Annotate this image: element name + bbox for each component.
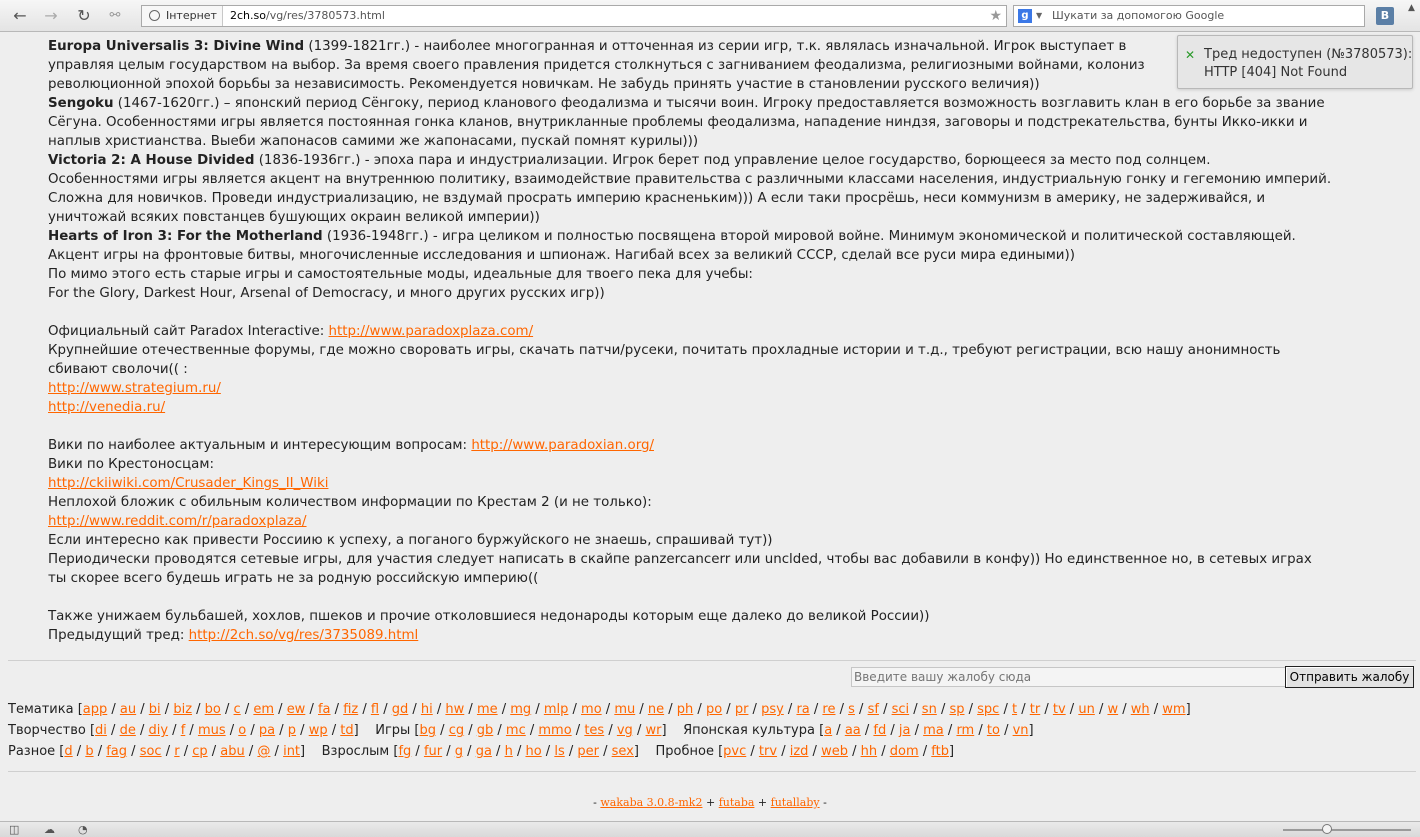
post-line: уничтожай всяких повстанцев бушующих окраин великой империи)) bbox=[48, 210, 540, 225]
board-group: Японская культура [a / aa / fd / ja / ma / rm / to / vn] bbox=[683, 723, 1034, 738]
board-link-s[interactable]: s bbox=[848, 702, 855, 717]
board-group-label: Игры bbox=[375, 723, 411, 738]
paradoxplaza-link[interactable]: http://www.paradoxplaza.com/ bbox=[328, 324, 534, 339]
board-link-vn[interactable]: vn bbox=[1012, 723, 1029, 738]
post-line: Сёгуна. Особенностями игры является постоянная гонка кланов, внутрикланные проблемы феодализма, нападение ниндзя, заговоры и подстрекательства, бунты Икко-икки и bbox=[48, 115, 1308, 130]
board-link-aa[interactable]: aa bbox=[844, 723, 861, 738]
post-body bbox=[48, 37, 1378, 645]
post-line: Также унижаем бульбашей, хохлов, пшеков и прочие отколовшиеся недонароды которым еще далеко до великой России)) bbox=[48, 609, 930, 624]
board-link-gd[interactable]: gd bbox=[391, 702, 409, 717]
board-link-soc[interactable]: soc bbox=[139, 744, 162, 759]
board-link-wm[interactable]: wm bbox=[1162, 702, 1186, 717]
blank-line bbox=[48, 303, 1378, 322]
board-link-pr[interactable]: pr bbox=[734, 702, 749, 717]
notification-text bbox=[1204, 46, 1412, 82]
board-link-bo[interactable]: bo bbox=[204, 702, 221, 717]
board-link-psy[interactable]: psy bbox=[761, 702, 784, 717]
chevron-down-icon[interactable]: ▼ bbox=[1036, 11, 1043, 20]
board-link-gb[interactable]: gb bbox=[476, 723, 494, 738]
post-line: Сложна для новичков. Проведи индустриализацию, не вздумай просрать империю красненьким))) А если таки просрёшь, неси коммунизм в америку, не задерживайся, и bbox=[48, 191, 1266, 206]
notification-line: HTTP [404] Not Found bbox=[1204, 65, 1348, 80]
footer-credits: - wakaba 3.0.8-mk2 + futaba + futallaby - bbox=[593, 796, 827, 809]
board-link-de[interactable]: de bbox=[119, 723, 136, 738]
board-link-f[interactable]: f bbox=[180, 723, 186, 738]
google-icon[interactable]: g bbox=[1018, 9, 1032, 23]
board-link-mus[interactable]: mus bbox=[197, 723, 226, 738]
board-link-fa[interactable]: fa bbox=[317, 702, 331, 717]
post-text: Официальный сайт Paradox Interactive: bbox=[48, 324, 329, 339]
scroll-up-icon[interactable]: ▲ bbox=[1408, 3, 1415, 13]
board-link-fur[interactable]: fur bbox=[423, 744, 443, 759]
post-line: революционной эпохой борьбы за независимость. Рекомендуется новичкам. Не забудь принять участие в становлении русского величия)) bbox=[48, 77, 1040, 92]
board-link-me[interactable]: me bbox=[476, 702, 498, 717]
board-link-to[interactable]: to bbox=[986, 723, 1000, 738]
board-link-un[interactable]: un bbox=[1078, 702, 1095, 717]
board-link-re[interactable]: re bbox=[822, 702, 836, 717]
post-line bbox=[48, 398, 1378, 417]
post-line bbox=[48, 436, 1378, 455]
board-link-fg[interactable]: fg bbox=[398, 744, 412, 759]
board-link-b[interactable]: b bbox=[85, 744, 94, 759]
board-link-sci[interactable]: sci bbox=[891, 702, 910, 717]
board-link-w[interactable]: w bbox=[1107, 702, 1119, 717]
reddit-link[interactable]: http://www.reddit.com/r/paradoxplaza/ bbox=[48, 514, 307, 529]
search-bar[interactable] bbox=[1013, 5, 1365, 27]
post-line bbox=[48, 151, 1378, 170]
board-group-label: Разное bbox=[8, 744, 56, 759]
board-link-ra[interactable]: ra bbox=[796, 702, 810, 717]
ckiiwiki-link[interactable]: http://ckiiwiki.com/Crusader_Kings_II_Wiki bbox=[48, 476, 329, 491]
board-link-sf[interactable]: sf bbox=[867, 702, 879, 717]
gauge-icon[interactable]: ◔ bbox=[78, 823, 88, 836]
board-link-o[interactable]: o bbox=[238, 723, 247, 738]
post-line bbox=[48, 474, 1378, 493]
board-link-bg[interactable]: bg bbox=[419, 723, 437, 738]
board-link-abu[interactable]: abu bbox=[220, 744, 245, 759]
zoom-slider[interactable] bbox=[1283, 829, 1411, 831]
board-link-fag[interactable]: fag bbox=[106, 744, 128, 759]
board-link-ph[interactable]: ph bbox=[676, 702, 694, 717]
board-link-trv[interactable]: trv bbox=[758, 744, 778, 759]
board-link-hw[interactable]: hw bbox=[445, 702, 465, 717]
post-line: For the Glory, Darkest Hour, Arsenal of Democracy, и много других русских игр)) bbox=[48, 286, 605, 301]
divider bbox=[8, 771, 1416, 772]
post-text: (1399-1821гг.) - наиболее многогранная и отточенная из серии игр, т.к. являлась изначальной. Игрок выступает в bbox=[304, 39, 1127, 54]
strategium-link[interactable]: http://www.strategium.ru/ bbox=[48, 381, 221, 396]
bookmark-star-icon[interactable]: ★ bbox=[989, 8, 1002, 24]
notification-line: Тред недоступен (№3780573): bbox=[1204, 47, 1413, 62]
board-link-int[interactable]: int bbox=[283, 744, 301, 759]
complaint-input[interactable] bbox=[851, 667, 1287, 687]
post-line: Вики по Крестоносцам: bbox=[48, 457, 214, 472]
board-link-fd[interactable]: fd bbox=[873, 723, 887, 738]
post-text: (1936-1948гг.) - игра целиком и полностью посвящена второй мировой войне. Минимум экономической и политической составляющей. bbox=[322, 229, 1296, 244]
board-link-ls[interactable]: ls bbox=[554, 744, 565, 759]
board-group-label: Взрослым bbox=[321, 744, 390, 759]
board-link-po[interactable]: po bbox=[705, 702, 723, 717]
zoom-slider-handle[interactable] bbox=[1322, 824, 1332, 834]
post-line: По мимо этого есть старые игры и самостоятельные моды, идеальные для твоего пека для учебы: bbox=[48, 267, 753, 282]
vk-icon[interactable]: В bbox=[1376, 7, 1394, 25]
board-link-sp[interactable]: sp bbox=[949, 702, 965, 717]
board-group: Пробное [pvc / trv / izd / web / hh / dom / ftb] bbox=[655, 744, 955, 759]
url-path: /vg/res/3780573.html bbox=[265, 9, 385, 22]
post-line bbox=[48, 94, 1378, 113]
board-link-pvc[interactable]: pvc bbox=[723, 744, 747, 759]
close-icon[interactable]: ✕ bbox=[1185, 48, 1196, 62]
board-group-label: Пробное bbox=[655, 744, 714, 759]
board-link-hi[interactable]: hi bbox=[420, 702, 433, 717]
board-link-g[interactable]: g bbox=[454, 744, 464, 759]
board-link-mo[interactable]: mo bbox=[581, 702, 602, 717]
board-link-bi[interactable]: bi bbox=[148, 702, 161, 717]
post-line: Акцент игры на фронтовые битвы, многочисленные исследования и шпионаж. Нагибай всех за великий СССР, сделай все руси мира едиными)) bbox=[48, 248, 1075, 263]
board-link-per[interactable]: per bbox=[577, 744, 599, 759]
board-link-rm[interactable]: rm bbox=[956, 723, 975, 738]
key-icon[interactable]: ⚯ bbox=[109, 8, 121, 23]
board-link-izd[interactable]: izd bbox=[789, 744, 809, 759]
board-nav-line bbox=[8, 701, 1191, 719]
address-bar[interactable] bbox=[141, 5, 1007, 27]
post-line: сбивают сволочи(( : bbox=[48, 362, 188, 377]
post-text: (1836-1936гг.) - эпоха пара и индустриализации. Игрок берет под управление целое государство, борющееся за место под солнцем. bbox=[254, 153, 1211, 168]
forward-icon[interactable]: → bbox=[44, 6, 58, 25]
board-link-em[interactable]: em bbox=[253, 702, 275, 717]
board-link-spc[interactable]: spc bbox=[977, 702, 1000, 717]
back-icon[interactable]: ← bbox=[13, 6, 27, 25]
status-bar bbox=[0, 821, 1420, 837]
board-link-ho[interactable]: ho bbox=[525, 744, 542, 759]
board-link-dom[interactable]: dom bbox=[889, 744, 919, 759]
url-host: 2ch.so bbox=[230, 9, 266, 22]
board-group: Взрослым [fg / fur / g / ga / h / ho / ls / per / sex] bbox=[321, 744, 639, 759]
board-link-fiz[interactable]: fiz bbox=[343, 702, 359, 717]
game-title: Victoria 2: A House Divided bbox=[48, 153, 255, 168]
futaba-link[interactable]: futaba bbox=[718, 796, 755, 809]
board-link-mu[interactable]: mu bbox=[614, 702, 636, 717]
board-group-label: Тематика bbox=[8, 702, 74, 717]
board-link-au[interactable]: au bbox=[119, 702, 137, 717]
post-line bbox=[48, 512, 1378, 531]
board-link-wp[interactable]: wp bbox=[308, 723, 328, 738]
board-link-sn[interactable]: sn bbox=[921, 702, 937, 717]
board-link-cp[interactable]: cp bbox=[192, 744, 208, 759]
game-title: Europa Universalis 3: Divine Wind bbox=[48, 39, 305, 54]
futallaby-link[interactable]: futallaby bbox=[770, 796, 820, 809]
post-line: Крупнейшие отечественные форумы, где можно своровать игры, скачать патчи/русеки, почитать прохладные истории и т.д., требуют регистрации, всю нашу анонимность bbox=[48, 343, 1281, 358]
board-link-pa[interactable]: pa bbox=[258, 723, 276, 738]
post-line: наплыв христианства. Выеби жапонасов самими же жапонасами, пускай помнят курилы))) bbox=[48, 134, 699, 149]
post-line: управляя целым государством на выбор. За время своего правления придется столкнуться с загниванием феодализма, религиозными войнами, колониз bbox=[48, 58, 1145, 73]
board-link-a[interactable]: a bbox=[824, 723, 833, 738]
board-group: Тематика [app / au / bi / biz / bo / c / em / ew / fa / fiz / fl / gd / hi / hw / me / mg / mlp / mo / mu / ne / ph / po / pr / psy / ra / re / s / sf / sci / sn / sp / spc / t / tr / tv / un / w / wh / wm] bbox=[8, 702, 1191, 717]
board-link-mlp[interactable]: mlp bbox=[543, 702, 569, 717]
previous-thread-link[interactable]: http://2ch.so/vg/res/3735089.html bbox=[188, 628, 419, 643]
post-line: Неплохой бложик с обильным количеством информации по Крестам 2 (и не только): bbox=[48, 495, 652, 510]
post-line: Если интересно как привести Россиию к успеху, а поганого буржуйского не знаешь, спрашивай тут)) bbox=[48, 533, 773, 548]
board-link-td[interactable]: td bbox=[340, 723, 354, 738]
board-link-cg[interactable]: cg bbox=[448, 723, 465, 738]
board-link-ja[interactable]: ja bbox=[898, 723, 911, 738]
post-line: Периодически проводятся сетевые игры, для участия следует написать в скайпе panzercancerr или uncldеd, чтобы вас добавили в конфу)) Но единственное но, в сетевых играх bbox=[48, 552, 1312, 567]
board-link-ftb[interactable]: ftb bbox=[931, 744, 949, 759]
board-nav-line bbox=[8, 743, 954, 761]
cloud-icon[interactable]: ☁ bbox=[44, 823, 55, 836]
post-line bbox=[48, 379, 1378, 398]
board-link-diy[interactable]: diy bbox=[148, 723, 169, 738]
board-link-mmo[interactable]: mmo bbox=[538, 723, 572, 738]
board-link-web[interactable]: web bbox=[821, 744, 848, 759]
blank-line bbox=[48, 588, 1378, 607]
board-link-hh[interactable]: hh bbox=[860, 744, 878, 759]
search-placeholder: Шукати за допомогою Google bbox=[1052, 9, 1225, 22]
send-complaint-button[interactable]: Отправить жалобу bbox=[1285, 666, 1414, 688]
board-link-tes[interactable]: tes bbox=[584, 723, 605, 738]
board-group: Творчество [di / de / diy / f / mus / o / pa / p / wp / td] bbox=[8, 723, 359, 738]
game-title: Sengoku bbox=[48, 96, 114, 111]
post-text: (1467-1620гг.) – японский период Сёнгоку, период кланового феодализма и тысячи воин. Игроку предоставляется возможность возглавить клан в его борьбе за звание bbox=[113, 96, 1325, 111]
board-link-tv[interactable]: tv bbox=[1052, 702, 1066, 717]
board-link-tr[interactable]: tr bbox=[1029, 702, 1041, 717]
reload-icon[interactable]: ↻ bbox=[77, 6, 91, 25]
board-link-sex[interactable]: sex bbox=[611, 744, 634, 759]
board-group: Игры [bg / cg / gb / mc / mmo / tes / vg / wr] bbox=[375, 723, 667, 738]
post-line bbox=[48, 227, 1378, 246]
post-text: Вики по наиболее актуальным и интересующим вопросам: bbox=[48, 438, 472, 453]
board-group-label: Творчество bbox=[8, 723, 86, 738]
board-link-ne[interactable]: ne bbox=[647, 702, 665, 717]
board-link-d[interactable]: d bbox=[64, 744, 73, 759]
panel-icon[interactable]: ◫ bbox=[9, 823, 20, 836]
board-link-@[interactable]: @ bbox=[257, 744, 271, 759]
board-link-biz[interactable]: biz bbox=[173, 702, 193, 717]
board-link-mg[interactable]: mg bbox=[510, 702, 532, 717]
site-identity-button[interactable] bbox=[142, 6, 223, 26]
post-text: Предыдущий тред: bbox=[48, 628, 189, 643]
blank-line bbox=[48, 417, 1378, 436]
thread-unavailable-notification bbox=[1177, 35, 1413, 89]
post-line: ты скорее всего будешь играть не за родную российскую империю(( bbox=[48, 571, 539, 586]
board-link-ga[interactable]: ga bbox=[475, 744, 492, 759]
browser-toolbar bbox=[0, 0, 1420, 32]
paradoxian-link[interactable]: http://www.paradoxian.org/ bbox=[471, 438, 654, 453]
board-link-wh[interactable]: wh bbox=[1130, 702, 1150, 717]
board-link-h[interactable]: h bbox=[504, 744, 513, 759]
board-link-di[interactable]: di bbox=[95, 723, 107, 738]
board-group-label: Японская культура bbox=[683, 723, 815, 738]
board-nav-line bbox=[8, 722, 1034, 740]
site-identity-label: Інтернет bbox=[166, 9, 217, 22]
board-link-r[interactable]: r bbox=[174, 744, 180, 759]
board-link-app[interactable]: app bbox=[82, 702, 108, 717]
post-line: Особенностями игры является акцент на внутреннюю политику, взаимодействие правительства с различными классами населения, индустриальную гонку и гегемонию империй. bbox=[48, 172, 1332, 187]
board-link-t[interactable]: t bbox=[1012, 702, 1018, 717]
globe-icon bbox=[149, 10, 160, 21]
post-line bbox=[48, 626, 1378, 645]
board-link-fl[interactable]: fl bbox=[370, 702, 380, 717]
game-title: Hearts of Iron 3: For the Motherland bbox=[48, 229, 323, 244]
board-link-ew[interactable]: ew bbox=[286, 702, 306, 717]
board-group: Разное [d / b / fag / soc / r / cp / abu / @ / int] bbox=[8, 744, 306, 759]
board-link-wr[interactable]: wr bbox=[645, 723, 662, 738]
wakaba-link[interactable]: wakaba 3.0.8-mk2 bbox=[600, 796, 703, 809]
url-text[interactable] bbox=[230, 6, 385, 26]
venedia-link[interactable]: http://venedia.ru/ bbox=[48, 400, 166, 415]
board-link-mc[interactable]: mc bbox=[505, 723, 526, 738]
board-link-p[interactable]: p bbox=[287, 723, 297, 738]
divider bbox=[8, 660, 1416, 661]
board-link-vg[interactable]: vg bbox=[616, 723, 633, 738]
board-link-c[interactable]: c bbox=[233, 702, 241, 717]
post-line bbox=[48, 322, 1378, 341]
board-link-ma[interactable]: ma bbox=[923, 723, 944, 738]
